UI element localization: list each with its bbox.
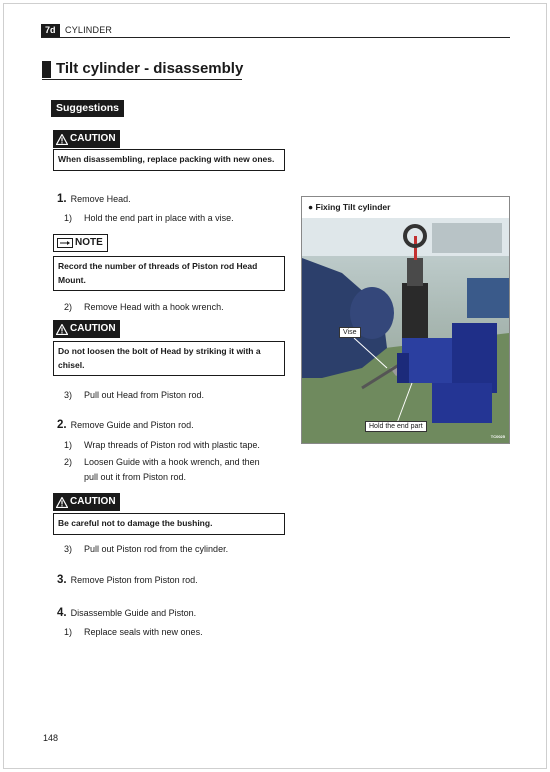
page-number: 148 <box>43 733 59 743</box>
step-text: Remove Piston from Piston rod. <box>70 575 198 585</box>
caution-label-3 <box>53 493 120 511</box>
caution-box-3: Be careful not to damage the bushing. <box>53 513 285 535</box>
warning-icon <box>56 497 68 508</box>
step-number: 4. <box>57 607 67 619</box>
sub-text: Pull out Piston rod from the cylinder. <box>84 544 229 554</box>
sub-number: 3) <box>64 390 73 400</box>
title-marker <box>42 61 51 78</box>
page-title: Tilt cylinder - disassembly <box>56 60 244 77</box>
caution-label-text: CAUTION <box>70 496 116 507</box>
step-2-sub-3 <box>64 542 228 557</box>
figure <box>301 196 510 444</box>
figure-caption <box>302 197 509 217</box>
step-number: 3. <box>57 574 67 586</box>
step-text: Disassemble Guide and Piston. <box>70 608 197 618</box>
figure-caption-text: Fixing Tilt cylinder <box>315 202 391 212</box>
sub-text: Remove Head with a hook wrench. <box>84 302 224 312</box>
vise-callout: Vise <box>339 327 361 338</box>
step-text: Remove Guide and Piston rod. <box>70 420 194 430</box>
caution-label-text: CAUTION <box>70 323 116 334</box>
step-1-sub-2 <box>64 300 224 315</box>
caution-label-text: CAUTION <box>70 133 116 144</box>
sub-text: pull out it from Piston rod. <box>84 472 187 482</box>
step-1 <box>57 193 131 205</box>
caution-box-2: Do not loosen the bolt of Head by striking it with a chisel. <box>53 341 285 376</box>
step-3 <box>57 574 198 586</box>
sub-number: 1) <box>64 440 73 450</box>
sub-number: 1) <box>64 627 73 637</box>
hold-end-callout: Hold the end part <box>365 421 427 432</box>
sub-text: Replace seals with new ones. <box>84 627 203 637</box>
sub-number: 3) <box>64 544 73 554</box>
page-header <box>41 24 510 38</box>
note-label <box>53 234 108 252</box>
step-2 <box>57 419 194 431</box>
step-text: Remove Head. <box>70 194 131 204</box>
step-2-sub-2 <box>64 455 260 470</box>
suggestions-label: Suggestions <box>51 100 124 117</box>
note-label-text: NOTE <box>75 237 103 248</box>
section-code: 7d <box>41 24 60 37</box>
step-1-sub-3 <box>64 388 204 403</box>
step-4-sub-1 <box>64 625 203 640</box>
sub-number: 2) <box>64 302 73 312</box>
step-4 <box>57 607 196 619</box>
warning-icon <box>56 324 68 335</box>
note-box: Record the number of threads of Piston rod Head Mount. <box>53 256 285 291</box>
bullet-icon: ● <box>308 202 316 212</box>
figure-code: TC0025 <box>490 434 505 439</box>
section-name: CYLINDER <box>65 25 113 35</box>
caution-label-1 <box>53 130 120 148</box>
title-underline <box>42 79 242 80</box>
step-1-sub-1 <box>64 211 234 226</box>
sub-number: 1) <box>64 213 73 223</box>
sub-text: Loosen Guide with a hook wrench, and then <box>84 457 260 467</box>
sub-number: 2) <box>64 457 73 467</box>
sub-text: Hold the end part in place with a vise. <box>84 213 234 223</box>
sub-text: Wrap threads of Piston rod with plastic tape. <box>84 440 260 450</box>
step-number: 2. <box>57 419 67 431</box>
caution-box-1: When disassembling, replace packing with new ones. <box>53 149 285 171</box>
sub-text: Pull out Head from Piston rod. <box>84 390 205 400</box>
tilt-cylinder-photo <box>302 218 509 443</box>
step-2-sub-1 <box>64 438 260 453</box>
step-2-sub-2-cont <box>64 470 186 485</box>
warning-icon <box>56 134 68 145</box>
step-number: 1. <box>57 193 67 205</box>
note-icon <box>57 238 73 248</box>
caution-label-2 <box>53 320 120 338</box>
